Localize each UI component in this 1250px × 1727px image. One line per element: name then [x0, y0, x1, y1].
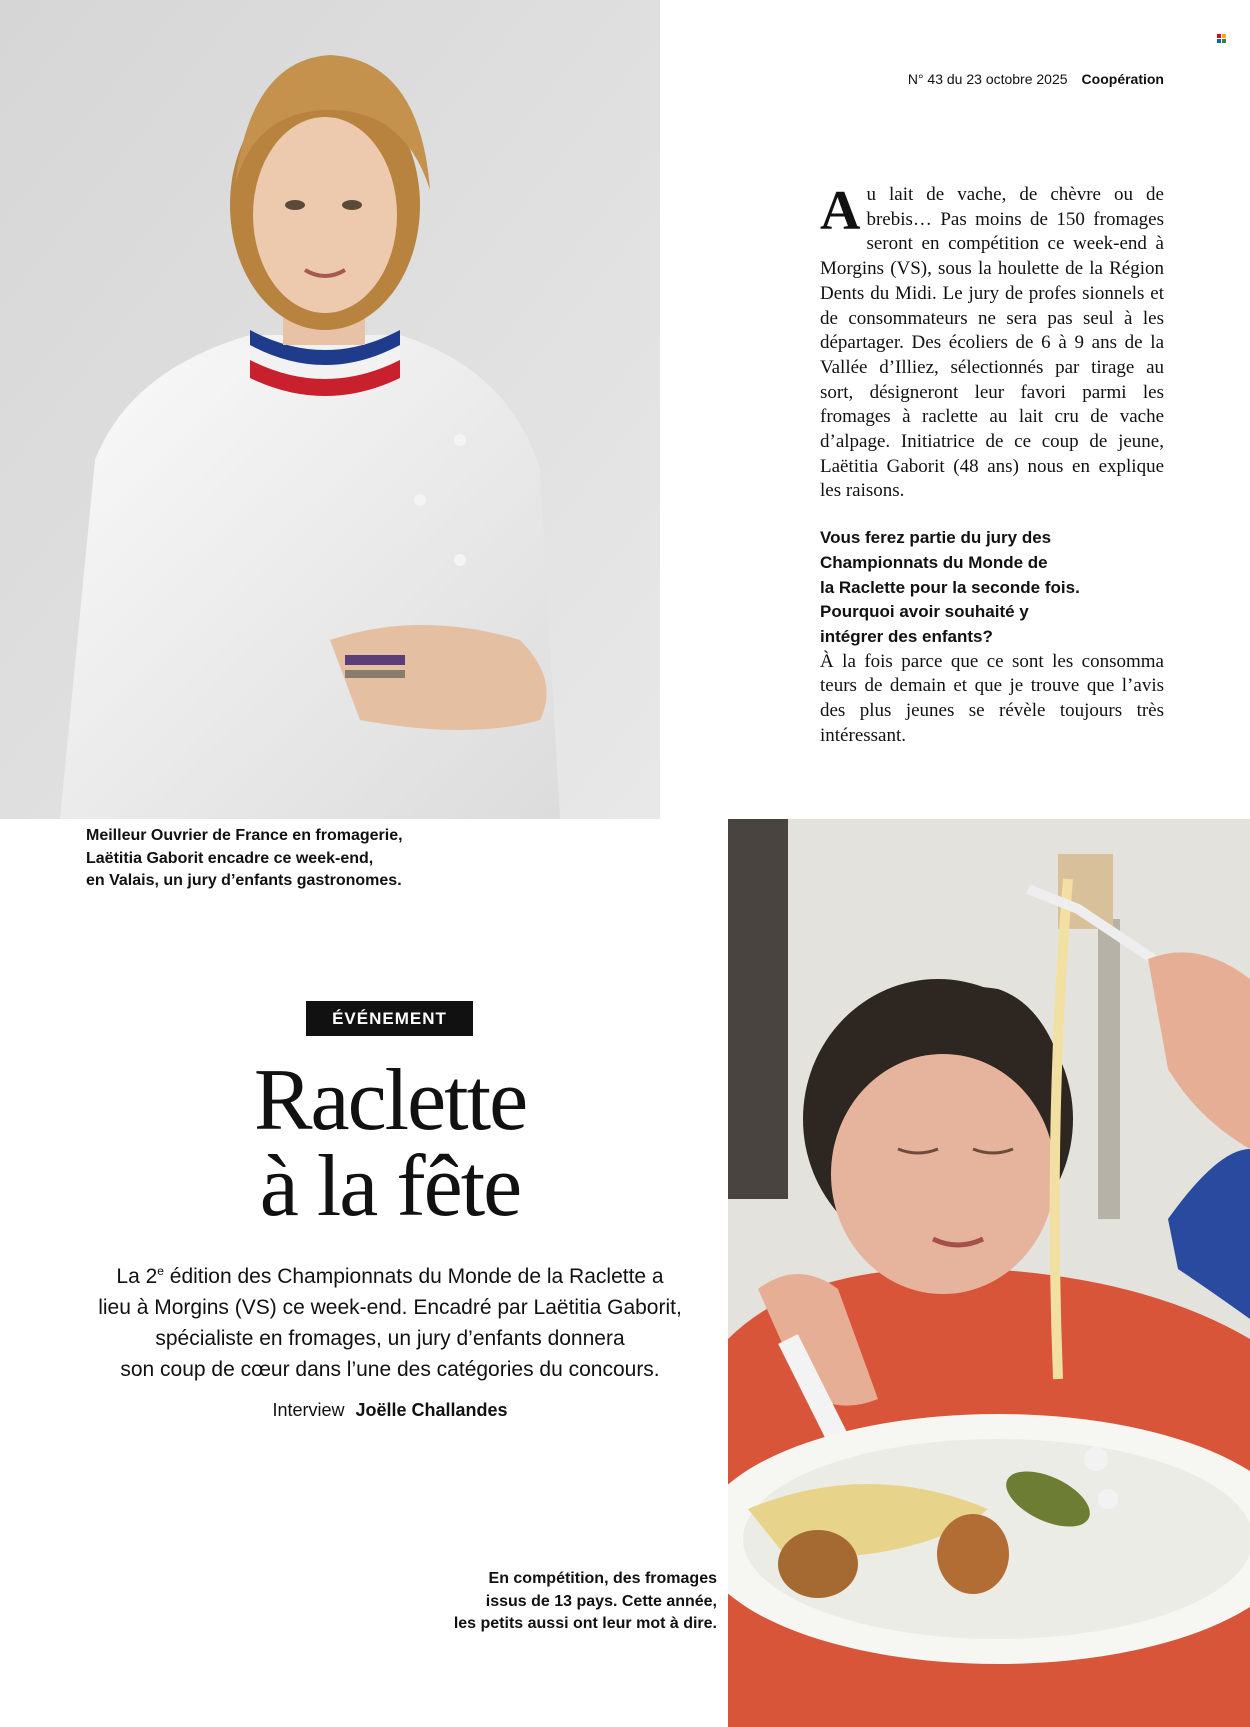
intro-line: Morgins (VS), sous la houlette de la [820, 258, 1110, 280]
headline-line: à la fête [259, 1138, 521, 1235]
question-line: Vous ferez partie du jury des [820, 528, 1052, 548]
issue-header [908, 71, 1164, 87]
lead-line: lieu à Morgins (VS) ce week-end. Encadré par Laëtitia Gaborit, [98, 1296, 682, 1319]
interview-answer [820, 650, 1164, 749]
question-line: la Raclette pour la seconde fois. [820, 577, 1080, 597]
intro-line: de vache d’alpage. Initiatrice de ce coup [820, 406, 1164, 453]
issue-number: N° 43 du 23 octobre 2025 [907, 71, 1068, 87]
drop-cap: A [820, 180, 861, 242]
coop-logo-icon [1217, 34, 1226, 43]
answer-line: l’avis des plus jeunes se révèle toujours [820, 675, 1164, 722]
intro-line: Région Dents du Midi. Le jury de profes [820, 258, 1164, 304]
answer-line: teurs de demain et que je trouve que [820, 675, 1122, 697]
headline-line: Raclette [253, 1052, 527, 1149]
caption-line: les petits aussi ont leur mot à dire. [453, 1615, 717, 1632]
byline-author: Joëlle Challandes [355, 1400, 508, 1420]
portrait-caption [86, 825, 403, 893]
lead-paragraph [70, 1256, 710, 1385]
byline [70, 1400, 710, 1421]
lead-line [70, 1256, 710, 1292]
headline [90, 1052, 690, 1235]
intro-line: parmi les fromages à raclette au lait cru [820, 381, 1164, 428]
intro-line: u lait de vache, de chèvre ou de [866, 184, 1164, 205]
question-line: intégrer des enfants? [820, 626, 993, 646]
intro-line: pas seul à les départager. Des écoliers de [820, 307, 1164, 354]
byline-label: Interview [272, 1400, 345, 1420]
section-tag: ÉVÉNEMENT [306, 1001, 473, 1036]
child-photo-caption [454, 1568, 717, 1636]
caption-line: Meilleur Ouvrier de France en fromagerie, [86, 827, 403, 844]
lead-line: son coup de cœur dans l’une des catégories du concours. [120, 1358, 660, 1381]
intro-line: brebis… Pas moins de 150 fromages [866, 208, 1164, 230]
publication-name: Coopération [1081, 71, 1164, 87]
interview-question [820, 526, 1164, 650]
article-body [820, 180, 1165, 748]
caption-line: Laëtitia Gaborit encadre ce week-end, [86, 849, 374, 867]
intro-line: par tirage au sort, désigneront leur favori [820, 356, 1164, 403]
child-eating-raclette-photo [728, 819, 1250, 1727]
answer-line: À la fois parce que ce sont les consomma [820, 650, 1164, 672]
portrait-photo [0, 0, 660, 819]
question-line: Championnats du Monde de [820, 552, 1048, 572]
lead-superscript: e [157, 1264, 164, 1278]
intro-line: de jeune, Laëtitia Gaborit (48 ans) nous [820, 431, 1164, 477]
lead-text: La 2 [116, 1265, 158, 1288]
caption-line: En compétition, des fromages [488, 1570, 717, 1587]
caption-line: issus de 13 pays. Cette année, [485, 1592, 717, 1610]
intro-line: seront en compétition ce week-end à [866, 233, 1164, 255]
answer-line: très intéressant. [820, 700, 1164, 746]
lead-line: spécialiste en fromages, un jury d’enfants donnera [155, 1327, 625, 1350]
intro-line: sionnels et de consommateurs ne sera [820, 282, 1165, 329]
caption-line: en Valais, un jury d’enfants gastronomes. [86, 872, 402, 889]
intro-line: 6 à 9 ans de la Vallée d’Illiez, sélectionnés [820, 332, 1164, 378]
question-line: Pourquoi avoir souhaité y [820, 602, 1029, 622]
lead-text: édition des Championnats du Monde de la Raclette a [163, 1265, 664, 1288]
article-intro [820, 180, 1165, 504]
intro-line: en explique les raisons. [820, 455, 1165, 502]
